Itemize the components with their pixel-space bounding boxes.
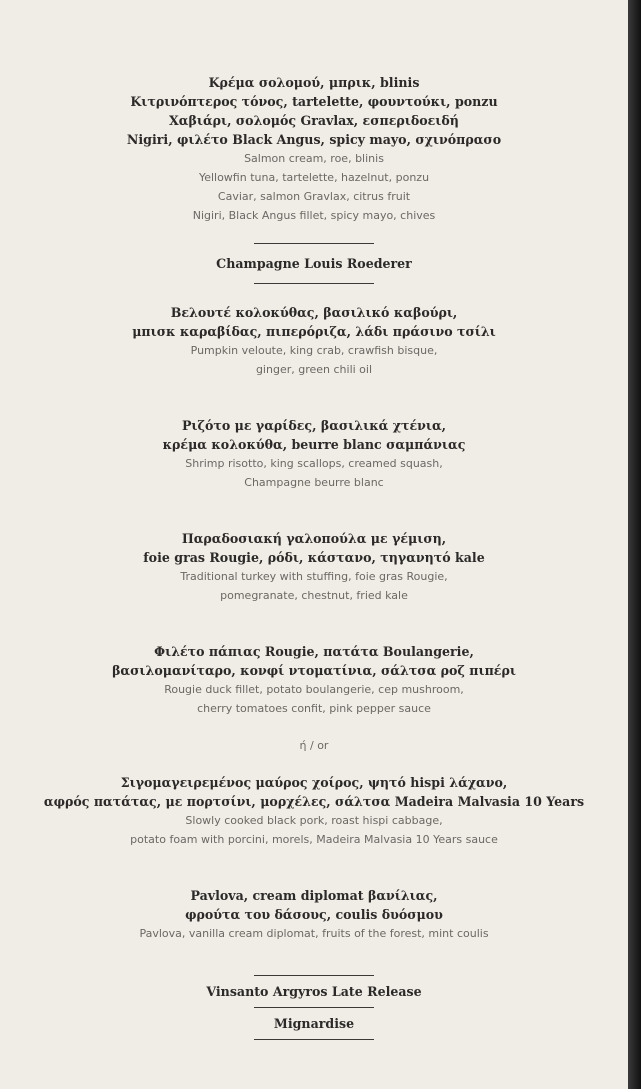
english-line: ginger, green chili oil (255, 363, 373, 376)
course-pumpkin-veloute (0, 303, 628, 379)
english-line: pomegranate, chestnut, fried kale (220, 589, 408, 602)
greek-line: Παραδοσιακή γαλοπούλα με γέμιση, (181, 531, 447, 546)
english-line: Pavlova, vanilla cream diplomat, fruits of the forest, mint coulis (139, 927, 489, 940)
greek-line: Ριζότο με γαρίδες, βασιλικά χτένια, (181, 418, 447, 433)
english-line: Caviar, salmon Gravlax, citrus fruit (217, 190, 411, 203)
greek-line: Κιτρινόπτερος τόνος, tartelette, φουντούκι, ponzu (130, 94, 498, 109)
english-line: potato foam with porcini, morels, Madeira Malvasia 10 Years sauce (130, 833, 498, 846)
or-separator: ή / or (299, 739, 329, 752)
greek-line: μπισκ καραβίδας, πιπερόριζα, λάδι πράσινο τσίλι (132, 324, 496, 339)
english-line: Traditional turkey with stuffing, foie gras Rougie, (180, 570, 448, 583)
course-turkey (0, 529, 628, 605)
english-line: cherry tomatoes confit, pink pepper sauce (197, 702, 431, 715)
english-line: Slowly cooked black pork, roast hispi cabbage, (185, 814, 443, 827)
greek-line: Χαβιάρι, σολομός Gravlax, εσπεριδοειδή (169, 113, 459, 128)
course-black-pork (0, 773, 628, 849)
greek-line: φρούτα του δάσους, coulis δυόσμου (185, 907, 443, 922)
course-duck-fillet (0, 642, 628, 718)
menu-content (0, 73, 628, 1040)
greek-line: Φιλέτο πάπιας Rougie, πατάτα Boulangerie, (154, 644, 474, 659)
greek-line: Κρέμα σολομού, μπρικ, blinis (208, 75, 420, 90)
english-line: Pumpkin veloute, king crab, crawfish bisque, (190, 344, 438, 357)
english-line: Shrimp risotto, king scallops, creamed squash, (185, 457, 443, 470)
dark-edge (628, 0, 641, 1089)
english-line: Yellowfin tuna, tartelette, hazelnut, ponzu (198, 171, 430, 184)
greek-line: Σιγομαγειρεμένος μαύρος χοίρος, ψητό hispi λάχανο, (120, 775, 508, 790)
greek-line: foie gras Rougie, ρόδι, κάστανο, τηγανητό kale (143, 550, 485, 565)
divider-rule (254, 1039, 374, 1040)
course-pavlova (0, 886, 628, 943)
champagne-pairing: Champagne Louis Roederer (216, 256, 412, 271)
greek-line: Nigiri, φιλέτο Black Angus, spicy mayo, σχινόπρασο (126, 132, 502, 147)
greek-line: Βελουτέ κολοκύθας, βασιλικό καβούρι, (170, 305, 458, 320)
english-line: Salmon cream, roe, blinis (244, 152, 384, 165)
greek-line: βασιλομανίταρο, κονφί ντοματίνια, σάλτσα ροζ πιπέρι (112, 663, 516, 678)
greek-line: κρέμα κολοκύθα, beurre blanc σαμπάνιας (162, 437, 466, 452)
course-canapes (0, 73, 628, 225)
english-line: Nigiri, Black Angus fillet, spicy mayo, chives (192, 209, 436, 222)
greek-line: αφρός πατάτας, με πορτσίνι, μορχέλες, σάλτσα Madeira Malvasia 10 Years (43, 794, 585, 809)
vinsanto-pairing: Vinsanto Argyros Late Release (206, 984, 422, 999)
mignardise: Mignardise (273, 1016, 355, 1031)
english-line: Rougie duck fillet, potato boulangerie, cep mushroom, (164, 683, 464, 696)
greek-line: Pavlova, cream diplomat βανίλιας, (190, 888, 438, 903)
course-shrimp-risotto (0, 416, 628, 492)
english-line: Champagne beurre blanc (244, 476, 384, 489)
